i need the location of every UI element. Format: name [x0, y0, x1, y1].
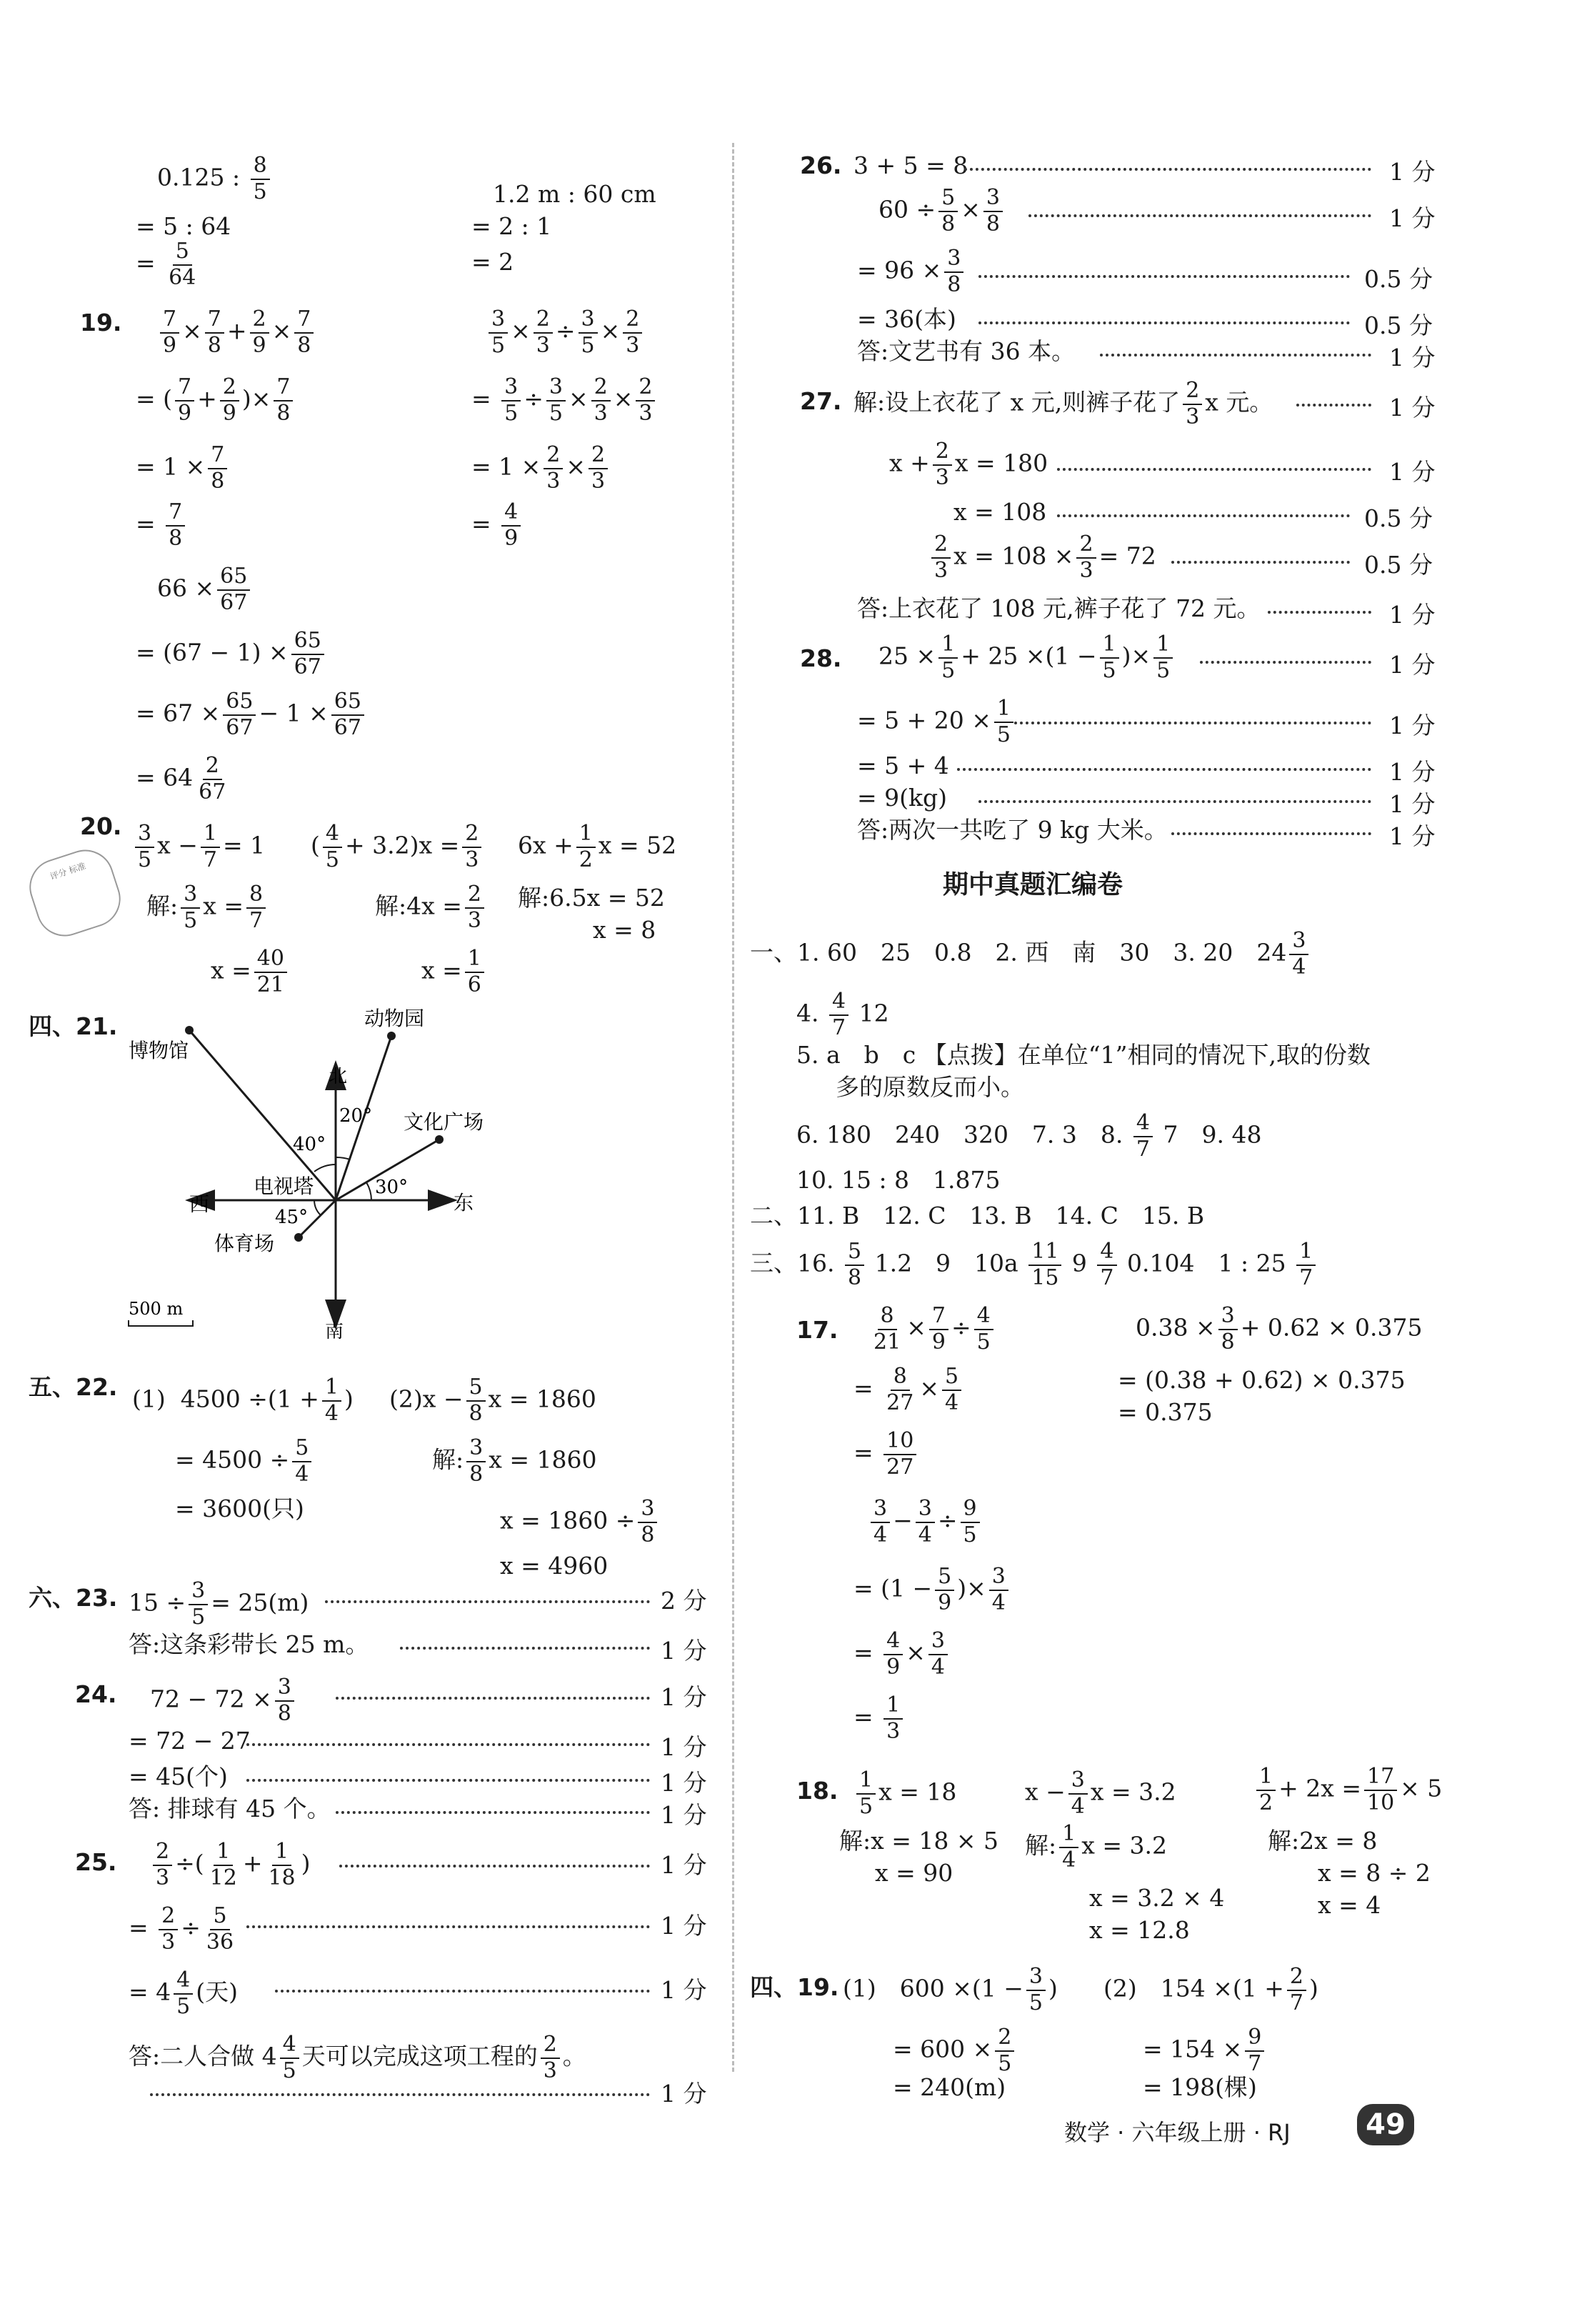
sport-point: [294, 1233, 303, 1242]
direction-map: [114, 1000, 557, 1357]
q19a-result: = $\frac{7}{8}$: [136, 500, 188, 551]
q18a-step: 解:x = 18 × 5: [839, 1827, 998, 1855]
dot-leader: [246, 1925, 650, 1928]
angle-30-label: 30°: [375, 1177, 409, 1198]
q19c-expression: 66 × $\frac{65}{67}$: [157, 564, 253, 615]
q19a-step3: = 1 × $\frac{7}{8}$: [136, 443, 230, 494]
question-18-number: 18.: [796, 1777, 838, 1805]
dot-leader: [246, 1779, 650, 1782]
dot-leader: [1296, 404, 1371, 407]
score-s25b: 1 分: [661, 1912, 707, 1940]
q20b-equation: ( $\frac{4}{5}$ + 3.2)x = $\frac{2}{3}$: [311, 822, 484, 872]
answers-row-10: 10. 15 : 8 1.875: [796, 1166, 1001, 1194]
q22b-step2: x = 1860 ÷ $\frac{3}{8}$: [500, 1497, 660, 1547]
q22a-result: = 3600(只): [175, 1495, 304, 1522]
score-q28b: 1 分: [1389, 712, 1436, 739]
dot-leader: [957, 768, 1371, 771]
score-a23: 1 分: [661, 1637, 707, 1665]
culture-point: [435, 1135, 444, 1144]
answer-24: 答: 排球有 45 个。: [129, 1795, 331, 1822]
score-q26c: 0.5 分: [1364, 265, 1433, 293]
q19c-step3: = 67 × $\frac{65}{67}$ − 1 × $\frac{65}{67}$: [136, 689, 367, 740]
q20a-result: x = $\frac{40}{21}$: [211, 947, 290, 997]
q24-result: = 45(个): [129, 1762, 228, 1790]
q17c-step: = (1 − $\frac{5}{9}$ )× $\frac{3}{4}$: [853, 1565, 1011, 1615]
q19r-b-result: = 198(棵): [1143, 2073, 1257, 2101]
score-a26: 1 分: [1389, 344, 1436, 371]
q17b-result: = 0.375: [1118, 1398, 1213, 1426]
score-q26b: 1 分: [1389, 204, 1436, 232]
q24-expression: 72 − 72 × $\frac{3}{8}$: [150, 1675, 297, 1726]
q18b-step: 解: $\frac{1}{4}$ x = 3.2: [1025, 1821, 1167, 1872]
q25-step: = $\frac{2}{3}$ ÷ $\frac{5}{36}$: [129, 1903, 234, 1955]
score-stamp: 评分 标准: [22, 842, 128, 944]
section-title: 期中真题汇编卷: [943, 870, 1123, 899]
q17a-result: = $\frac{10}{27}$: [853, 1429, 919, 1480]
q19a-expression: $\frac{7}{9}$ × $\frac{7}{8}$ + $\frac{2}{9}$ × $\frac{7}{8}$: [157, 307, 316, 358]
culture-label: 文化广场: [404, 1110, 484, 1134]
question-28-number: 28.: [800, 644, 842, 672]
q18c-step2: x = 8 ÷ 2: [1318, 1859, 1431, 1887]
q20c-step: 解:6.5x = 52: [518, 884, 665, 912]
q27-equation: x + $\frac{2}{3}$ x = 180: [889, 439, 1048, 490]
score-q24: 1 分: [661, 1683, 707, 1711]
answers-row-11: 二、11. B 12. C 13. B 14. C 15. B: [750, 1202, 1205, 1230]
q18c-equation: $\frac{1}{2}$ + 2x = $\frac{17}{10}$ × 5: [1253, 1765, 1442, 1815]
q19r-b-expression: (2) 154 ×(1 + $\frac{2}{7}$ ): [1103, 1964, 1318, 2015]
answers-row-5: 5. a b c 【点拨】在单位“1”相同的情况下,取的份数: [796, 1041, 1371, 1069]
q27-pants: $\frac{2}{3}$ x = 108 × $\frac{2}{3}$ = 72: [928, 532, 1156, 583]
q19b-step2: = $\frac{3}{5}$ ÷ $\frac{3}{5}$ × $\frac{2}{3}$ × $\frac{2}{3}$: [471, 375, 658, 426]
question-19-number: 19.: [80, 309, 122, 336]
score-a24: 1 分: [661, 1801, 707, 1829]
answer-27: 答:上衣花了 108 元,裤子花了 72 元。: [857, 594, 1261, 622]
q18b-step2: x = 3.2 × 4: [1089, 1884, 1225, 1912]
q25-result: = 4 $\frac{4}{5}$ (天): [129, 1968, 238, 2019]
q20a-step: 解: $\frac{3}{5}$ x = $\frac{8}{7}$: [146, 882, 269, 933]
score-q26d: 0.5 分: [1364, 311, 1433, 339]
ratio-2-result: = 2: [471, 248, 514, 276]
score-q28d: 1 分: [1389, 790, 1436, 818]
answers-row-4: 4. $\frac{4}{7}$ 12: [796, 989, 889, 1040]
q17c-result: = $\frac{1}{3}$: [853, 1693, 906, 1744]
dot-leader: [1057, 514, 1350, 517]
answer-25: 答:二人合做 4 $\frac{4}{5}$ 天可以完成这项工程的 $\frac{2}{3}$ 。: [129, 2032, 586, 2083]
museum-label: 博物馆: [129, 1039, 189, 1062]
q20c-result: x = 8: [593, 916, 656, 944]
ratio-2: 1.2 m : 60 cm: [493, 180, 656, 208]
dot-leader: [336, 1697, 650, 1700]
q19r-a-expression: (1) 600 ×(1 − $\frac{3}{5}$ ): [843, 1964, 1058, 2015]
question-20-number: 20.: [80, 812, 122, 840]
dot-leader: [336, 1811, 650, 1814]
q19c-step2: = (67 − 1) × $\frac{65}{67}$: [136, 629, 327, 679]
answers-row-5-cont: 多的原数反而小。: [836, 1073, 1024, 1101]
score-q26a: 1 分: [1389, 158, 1436, 186]
q18a-equation: $\frac{1}{5}$ x = 18: [853, 1768, 956, 1819]
q18b-result: x = 12.8: [1089, 1916, 1190, 1944]
dot-leader: [978, 275, 1350, 278]
south-label: 南: [325, 1321, 344, 1342]
q17c-expression: $\frac{3}{4}$ − $\frac{3}{4}$ ÷ $\frac{9}{5}$: [868, 1497, 983, 1547]
zoo-label: 动物园: [364, 1007, 425, 1030]
q26-step2: 60 ÷ $\frac{5}{8}$ × $\frac{3}{8}$: [878, 186, 1006, 236]
q28-step: = 5 + 20 × $\frac{1}{5}$: [857, 697, 1016, 747]
dot-leader: [1057, 468, 1371, 471]
question-23-number: 六、23.: [29, 1584, 118, 1612]
q28-expression: 25 × $\frac{1}{5}$ + 25 ×(1 − $\frac{1}{5}$ )× $\frac{1}{5}$: [878, 632, 1176, 683]
q27-x-value: x = 108: [953, 498, 1047, 526]
dot-leader: [325, 1600, 650, 1603]
q22a-expression: (1) 4500 ÷(1 + $\frac{1}{4}$ ): [132, 1375, 354, 1426]
ratio-1: 0.125 : $\frac{8}{5}$: [157, 154, 273, 204]
angle-45-label: 45°: [275, 1207, 309, 1228]
angle-20-label: 20°: [339, 1105, 373, 1127]
q19a-step2: = ( $\frac{7}{9}$ + $\frac{2}{9}$ )× $\frac{7}{8}$: [136, 375, 296, 426]
dot-leader: [1200, 661, 1371, 664]
q26-result: = 36(本): [857, 305, 956, 333]
q20b-result: x = $\frac{1}{6}$: [421, 947, 487, 997]
dot-leader: [964, 168, 1371, 171]
q19r-b-step: = 154 × $\frac{9}{7}$: [1143, 2025, 1267, 2076]
q17b-step: = (0.38 + 0.62) × 0.375: [1118, 1366, 1406, 1394]
score-q25: 1 分: [661, 1851, 707, 1879]
score-q23: 2 分: [661, 1587, 707, 1615]
scale-label: 500 m: [129, 1299, 184, 1319]
q27-setup: 解:设上衣花了 x 元,则裤子花了 $\frac{2}{3}$ x 元。: [853, 378, 1273, 429]
angle-40-label: 40°: [293, 1134, 326, 1155]
answers-row-16: 三、16. $\frac{5}{8}$ 1.2 9 10a $\frac{11}{15}$ 9 $\frac{4}{7}$ 0.104 1 : 25 $\frac{1}{7}$: [750, 1240, 1318, 1290]
question-26-number: 26.: [800, 151, 842, 179]
score-s25c: 1 分: [661, 1976, 707, 2004]
q22b-step: 解: $\frac{3}{8}$ x = 1860: [432, 1435, 597, 1487]
question-24-number: 24.: [75, 1680, 117, 1708]
q20c-equation: 6x + $\frac{1}{2}$ x = 52: [518, 821, 677, 872]
dot-leader: [275, 1990, 650, 1993]
answer-28: 答:两次一共吃了 9 kg 大米。: [857, 816, 1168, 844]
footer-text: 数学 · 六年级上册 · RJ: [1064, 2119, 1291, 2146]
scale-bar: [129, 1320, 193, 1326]
dot-leader: [978, 321, 1350, 324]
score-a27: 1 分: [1389, 601, 1436, 629]
answers-row-1: 一、1. 60 25 0.8 2. 西 南 30 3. 20 24 $\frac{3}{4}$: [750, 929, 1311, 979]
q22b-result: x = 4960: [500, 1552, 609, 1580]
score-a25: 1 分: [661, 2080, 707, 2108]
q20b-step: 解:4x = $\frac{2}{3}$: [375, 882, 487, 933]
dot-leader: [978, 800, 1371, 803]
dot-leader: [339, 1865, 650, 1867]
question-22-number: 五、22.: [29, 1373, 118, 1401]
north-label: 北: [329, 1066, 348, 1087]
q28-result: = 9(kg): [857, 784, 948, 812]
west-label: 西: [189, 1192, 210, 1216]
q25-expression: $\frac{2}{3}$ ÷( $\frac{1}{12}$ + $\frac{1}{18}$ ): [150, 1840, 311, 1890]
ratio-1-step: = 5 : 64: [136, 212, 231, 240]
museum-point: [185, 1026, 194, 1034]
dot-leader: [1014, 722, 1371, 724]
q26-step1: 3 + 5 = 8: [853, 151, 968, 179]
q18b-equation: x − $\frac{3}{4}$ x = 3.2: [1025, 1767, 1176, 1819]
q19b-step3: = 1 × $\frac{2}{3}$ × $\frac{2}{3}$: [471, 443, 611, 494]
score-q27a: 1 分: [1389, 394, 1436, 422]
score-q28a: 1 分: [1389, 651, 1436, 679]
dot-leader: [1028, 214, 1371, 217]
q17c-step2: = $\frac{4}{9}$ × $\frac{3}{4}$: [853, 1629, 951, 1680]
tower-label: 电视塔: [254, 1175, 314, 1198]
dot-leader: [246, 1743, 650, 1746]
q24-step: = 72 − 27: [129, 1727, 251, 1755]
dot-leader: [1171, 832, 1371, 835]
answer-26: 答:文艺书有 36 本。: [857, 337, 1076, 365]
q17a-step: = $\frac{8}{27}$ × $\frac{5}{4}$: [853, 1365, 964, 1415]
ratio-1-result: = $\frac{5}{64}$: [136, 239, 196, 290]
score-q27c: 0.5 分: [1364, 504, 1433, 532]
score-q27d: 0.5 分: [1364, 551, 1433, 579]
q18a-result: x = 90: [875, 1859, 953, 1887]
q26-step3: = 96 × $\frac{3}{8}$: [857, 246, 966, 297]
q22b-equation: (2)x − $\frac{5}{8}$ x = 1860: [389, 1375, 596, 1426]
q28-step2: = 5 + 4: [857, 752, 949, 779]
answers-row-6: 6. 180 240 320 7. 3 8. $\frac{4}{7}$ 7 9. 48: [796, 1110, 1262, 1162]
question-27-number: 27.: [800, 387, 842, 415]
score-s24c: 1 分: [661, 1769, 707, 1797]
q22a-step: = 4500 ÷ $\frac{5}{4}$: [175, 1436, 314, 1487]
east-label: 东: [454, 1191, 474, 1215]
dot-leader: [400, 1647, 650, 1650]
q19r-a-step: = 600 × $\frac{2}{5}$: [893, 2025, 1017, 2076]
q19b-expression: $\frac{3}{5}$ × $\frac{2}{3}$ ÷ $\frac{3}{5}$ × $\frac{2}{3}$: [486, 307, 645, 358]
zoo-point: [387, 1032, 396, 1040]
sport-label: 体育场: [214, 1232, 275, 1255]
q18c-result: x = 4: [1318, 1891, 1381, 1919]
q18c-step: 解:2x = 8: [1268, 1827, 1378, 1855]
q19c-result: = 64 $\frac{2}{67}$: [136, 753, 226, 804]
question-19-right-number: 四、19.: [750, 1973, 839, 2001]
q17a-expression: $\frac{8}{21}$ × $\frac{7}{9}$ ÷ $\frac{4}{5}$: [868, 1304, 996, 1355]
dot-leader: [1268, 611, 1371, 614]
q23-expression: 15 ÷ $\frac{3}{5}$ = 25(m): [129, 1578, 309, 1630]
question-25-number: 25.: [75, 1848, 117, 1876]
q17b-expression: 0.38 × $\frac{3}{8}$ + 0.62 × 0.375: [1136, 1303, 1423, 1355]
score-s24b: 1 分: [661, 1733, 707, 1761]
score-a28: 1 分: [1389, 822, 1436, 850]
question-17-number: 17.: [796, 1316, 838, 1344]
score-q28c: 1 分: [1389, 758, 1436, 786]
score-q27b: 1 分: [1389, 458, 1436, 486]
question-21-number: 四、21.: [29, 1012, 118, 1040]
page-number-badge: 49: [1357, 2104, 1414, 2145]
dot-leader: [1100, 354, 1371, 356]
answer-23: 答:这条彩带长 25 m。: [129, 1630, 369, 1658]
dot-leader: [150, 2093, 650, 2096]
column-divider: [732, 143, 734, 2072]
q19b-result: = $\frac{4}{9}$: [471, 500, 524, 551]
dot-leader: [1171, 561, 1350, 564]
q20a-equation: $\frac{3}{5}$ x − $\frac{1}{7}$ = 1: [132, 822, 265, 872]
q19r-a-result: = 240(m): [893, 2073, 1006, 2101]
ratio-2-step: = 2 : 1: [471, 212, 552, 240]
